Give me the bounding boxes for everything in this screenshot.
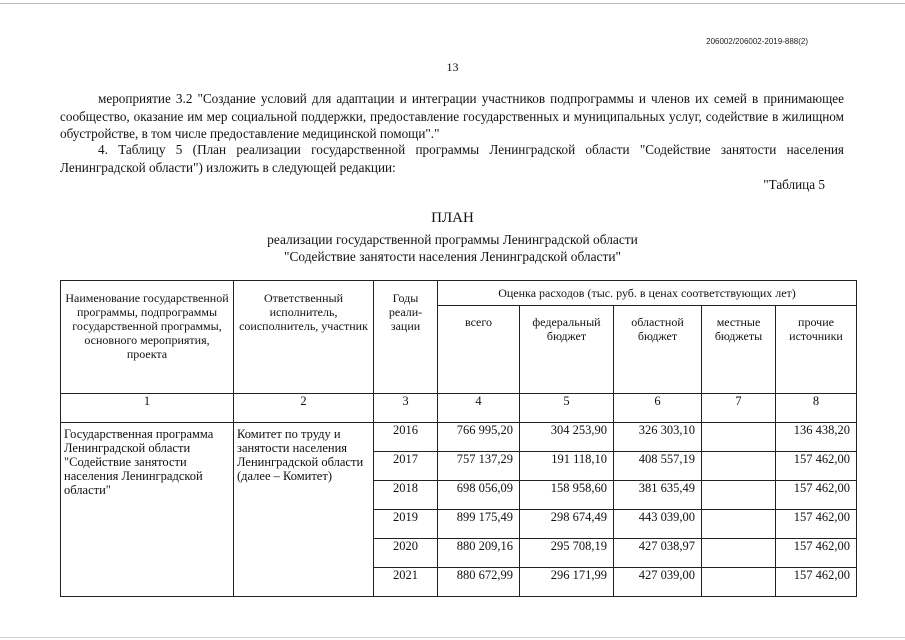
federal-cell: 298 674,49 xyxy=(520,510,614,539)
total-cell: 899 175,49 xyxy=(438,510,520,539)
column-number: 8 xyxy=(776,394,857,423)
plan-subtitle-line2: "Содействие занятости населения Ленинградской области" xyxy=(284,249,621,264)
plan-table xyxy=(60,280,857,597)
column-number: 2 xyxy=(234,394,374,423)
year-cell: 2019 xyxy=(374,510,438,539)
local-cell xyxy=(702,481,776,510)
total-cell: 880 209,16 xyxy=(438,539,520,568)
paragraph-item-4: 4. Таблицу 5 (План реализации государственной программы Ленинградской области "Содействие занятости населения Ленинградской области") изложить в следующей редакции: xyxy=(60,142,844,175)
header-other: прочие источники xyxy=(776,306,857,394)
program-name-cell: Государственная программа Ленинградской области "Содействие занятости населения Ленинградской области" xyxy=(61,423,234,597)
column-number: 4 xyxy=(438,394,520,423)
plan-title: ПЛАН xyxy=(431,210,474,226)
total-cell: 880 672,99 xyxy=(438,568,520,597)
header-total: всего xyxy=(438,306,520,394)
federal-cell: 296 171,99 xyxy=(520,568,614,597)
regional-cell: 443 039,00 xyxy=(614,510,702,539)
header-local: местные бюджеты xyxy=(702,306,776,394)
year-cell: 2018 xyxy=(374,481,438,510)
table-row xyxy=(61,423,857,452)
local-cell xyxy=(702,539,776,568)
federal-cell: 304 253,90 xyxy=(520,423,614,452)
column-number: 7 xyxy=(702,394,776,423)
header-costs: Оценка расходов (тыс. руб. в ценах соответствующих лет) xyxy=(438,281,857,306)
other-cell: 157 462,00 xyxy=(776,481,857,510)
table-reference: "Таблица 5 xyxy=(763,177,825,192)
regional-cell: 427 038,97 xyxy=(614,539,702,568)
column-number: 5 xyxy=(520,394,614,423)
other-cell: 136 438,20 xyxy=(776,423,857,452)
federal-cell: 191 118,10 xyxy=(520,452,614,481)
other-cell: 157 462,00 xyxy=(776,510,857,539)
total-cell: 757 137,29 xyxy=(438,452,520,481)
paragraph-measure-3-2: мероприятие 3.2 "Создание условий для адаптации и интеграции участников подпрограммы и членов их семей в принимающее сообщество, оказание им мер социальной поддержки, предоставление государственных и муниципальных услуг, содействие в жилищном обустройстве, в том числе предоставление медицинской помощи"." xyxy=(60,91,844,141)
scan-top-edge xyxy=(0,3,905,4)
page-number: 13 xyxy=(446,60,459,74)
total-cell: 766 995,20 xyxy=(438,423,520,452)
local-cell xyxy=(702,510,776,539)
local-cell xyxy=(702,423,776,452)
header-executor: Ответственный исполнитель, соисполнитель, участник xyxy=(234,281,374,394)
column-number: 3 xyxy=(374,394,438,423)
document-id: 206002/206002-2019-888(2) xyxy=(706,37,808,46)
local-cell xyxy=(702,452,776,481)
other-cell: 157 462,00 xyxy=(776,539,857,568)
year-cell: 2020 xyxy=(374,539,438,568)
year-cell: 2017 xyxy=(374,452,438,481)
federal-cell: 295 708,19 xyxy=(520,539,614,568)
local-cell xyxy=(702,568,776,597)
regional-cell: 408 557,19 xyxy=(614,452,702,481)
total-cell: 698 056,09 xyxy=(438,481,520,510)
scan-bottom-edge xyxy=(0,637,905,638)
year-cell: 2021 xyxy=(374,568,438,597)
regional-cell: 427 039,00 xyxy=(614,568,702,597)
column-number: 6 xyxy=(614,394,702,423)
header-years: Годы реали-зации xyxy=(374,281,438,394)
other-cell: 157 462,00 xyxy=(776,452,857,481)
other-cell: 157 462,00 xyxy=(776,568,857,597)
header-regional: областной бюджет xyxy=(614,306,702,394)
regional-cell: 326 303,10 xyxy=(614,423,702,452)
year-cell: 2016 xyxy=(374,423,438,452)
header-name: Наименование государственной программы, подпрограммы государственной программы, основного мероприятия, проекта xyxy=(61,281,234,394)
column-number: 1 xyxy=(61,394,234,423)
header-federal: федеральный бюджет xyxy=(520,306,614,394)
federal-cell: 158 958,60 xyxy=(520,481,614,510)
executor-cell: Комитет по труду и занятости населения Ленинградской области (далее – Комитет) xyxy=(234,423,374,597)
regional-cell: 381 635,49 xyxy=(614,481,702,510)
plan-subtitle-line1: реализации государственной программы Ленинградской области xyxy=(267,232,638,247)
